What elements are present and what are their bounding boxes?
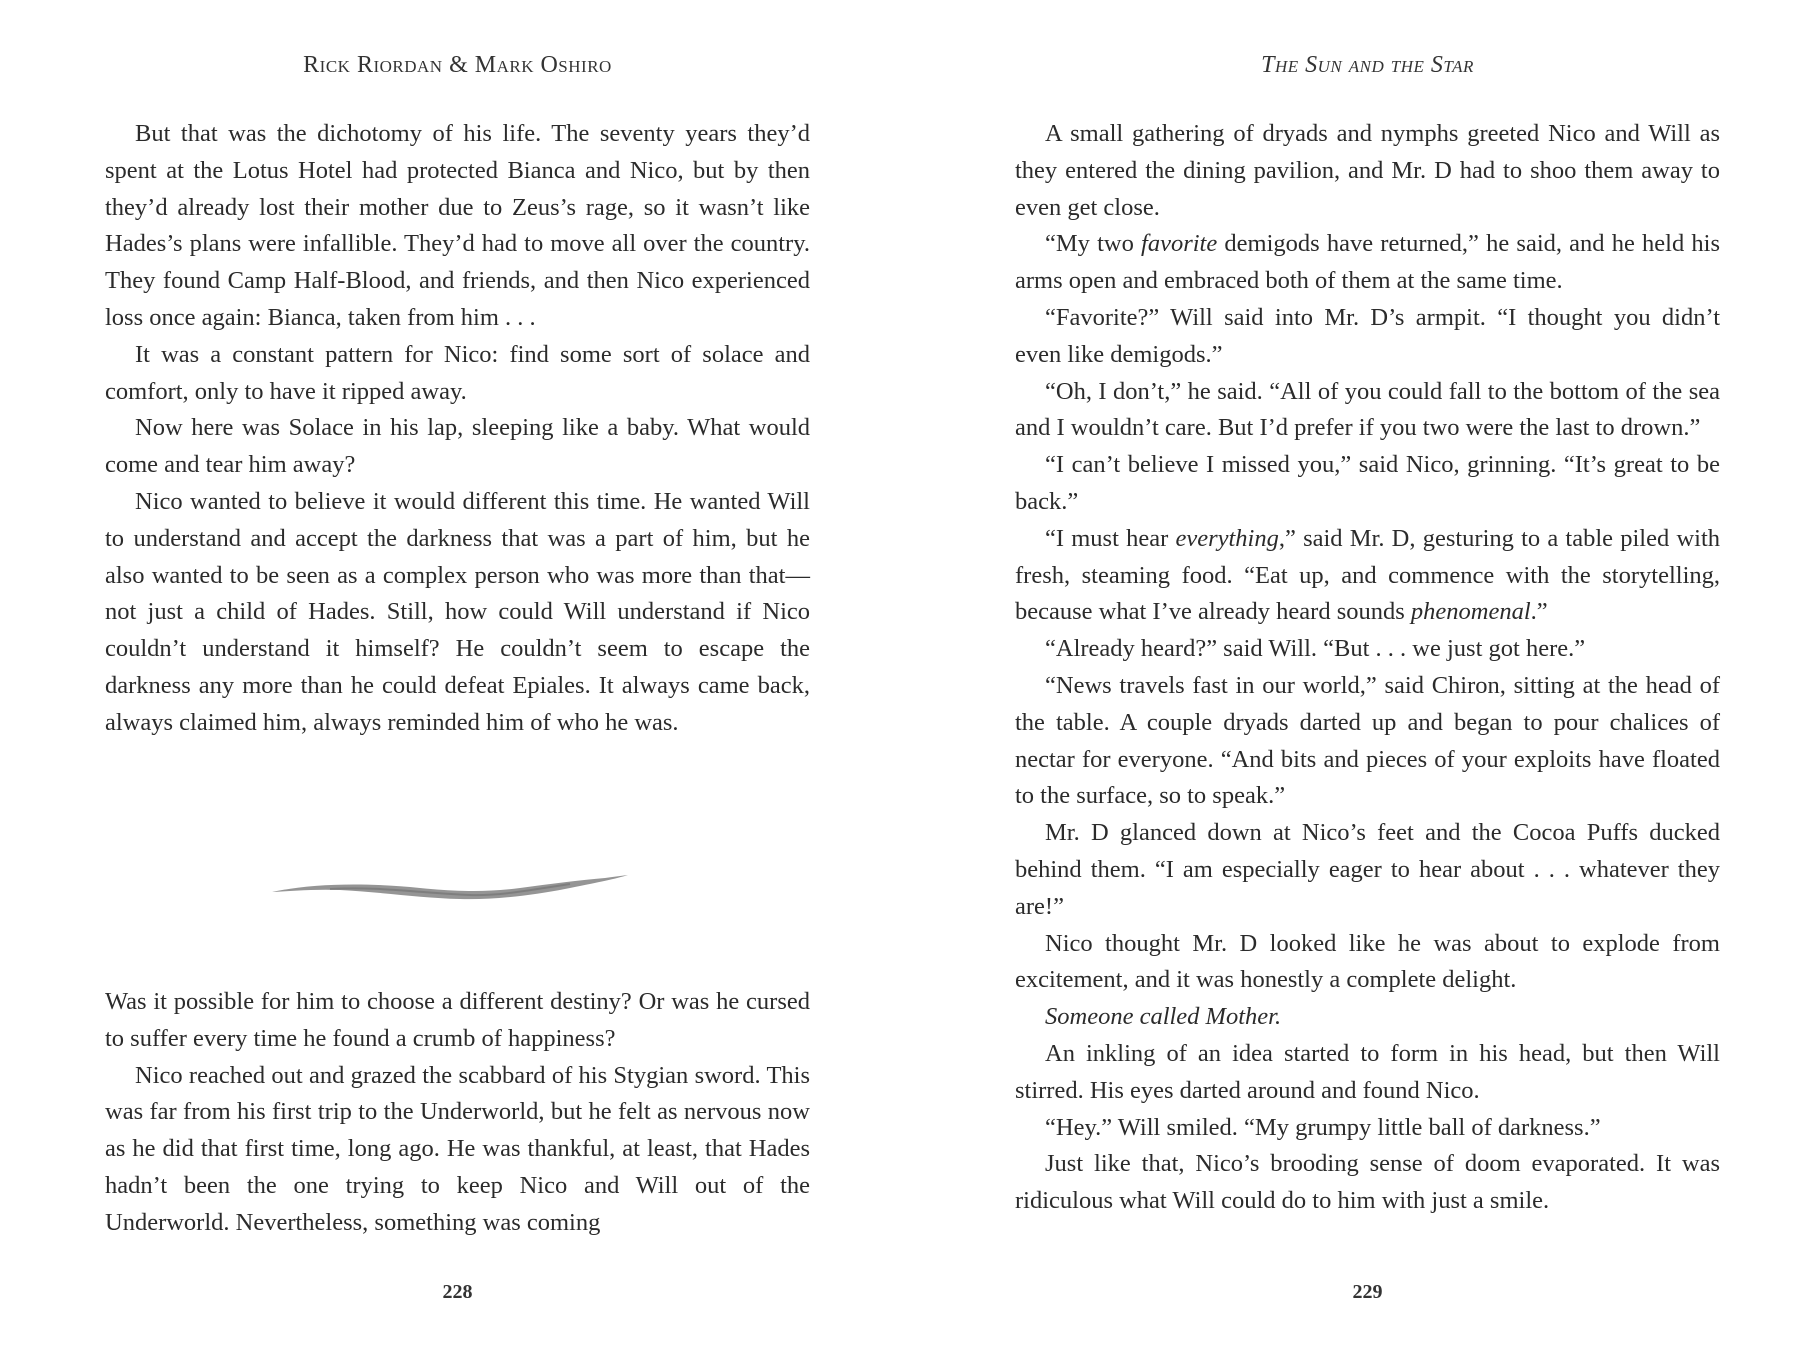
paragraph: Now here was Solace in his lap, sleeping like a baby. What would come and tear him away? xyxy=(105,414,810,479)
paragraph: “Hey.” Will smiled. “My grumpy little ball of darkness.” xyxy=(1045,1113,1601,1141)
right-running-head: The Sun and the Star xyxy=(1261,52,1474,78)
left-running-head: Rick Riordan & Mark Oshiro xyxy=(303,52,612,78)
brush-stroke-divider-icon xyxy=(270,870,630,910)
paragraph: “I can’t believe I missed you,” said Nico, grinning. “It’s great to be back.” xyxy=(1015,451,1720,515)
left-page xyxy=(105,0,810,1354)
emphasis: favorite xyxy=(1141,230,1218,258)
paragraph: Nico reached out and grazed the scabbard of his Stygian sword. This was far from his first trip to the Underworld, but he felt as nervous now as he did that first time, long ago. He was thankful, at least, that Hades hadn’t been the one trying to keep Nico and Will out of the Underworld. Nevertheless, something was coming xyxy=(105,1061,810,1236)
paragraph: An inkling of an idea started to form in his head, but then Will stirred. His eyes darted around and found Nico. xyxy=(1015,1039,1720,1104)
paragraph: Mr. D glanced down at Nico’s feet and the Cocoa Puffs ducked behind them. “I am especially eager to hear about . . . whatever they are!” xyxy=(1015,819,1720,920)
paragraph: “News travels fast in our world,” said Chiron, sitting at the head of the table. A couple dryads darted up and began to pour chalices of nectar for everyone. “And bits and pieces of your exploits have floated to the surface, so to speak.” xyxy=(1015,671,1720,810)
paragraph: But that was the dichotomy of his life. The seventy years they’d spent at the Lotus Hotel had protected Bianca and Nico, but by then they’d already lost their mother due to Zeus’s rage, so it wasn’t like Hades’s plans were infallible. They’d had to move all over the country. They found Camp Half-Blood, and friends, and then Nico experienced loss once again: Bianca, taken from him . . . xyxy=(105,120,810,331)
paragraph: A small gathering of dryads and nymphs greeted Nico and Will as they entered the dining pavilion, and Mr. D had to shoo them away to even get close. xyxy=(1015,120,1720,221)
right-page xyxy=(1015,0,1720,1354)
paragraph-italic: Someone called Mother. xyxy=(1045,1003,1282,1031)
paragraph: Just like that, Nico’s brooding sense of doom evaporated. It was ridiculous what Will could do to him with just a smile. xyxy=(1015,1150,1720,1215)
paragraph: Nico thought Mr. D looked like he was about to explode from excitement, and it was honestly a complete delight. xyxy=(1015,929,1720,994)
paragraph: Nico wanted to believe it would different this time. He wanted Will to understand and accept the darkness that was a part of him, but he also wanted to be seen as a complex person who was more than that—not just a child of Hades. Still, how could Will understand if Nico couldn’t understand it himself? He couldn’t seem to escape the darkness any more than he could defeat Epiales. It always came back, always claimed him, always reminded him of who he was. xyxy=(105,487,810,736)
right-page-number: 229 xyxy=(1352,1281,1383,1303)
emphasis: phenomenal xyxy=(1410,598,1531,626)
emphasis: everything xyxy=(1175,524,1279,552)
paragraph: “Oh, I don’t,” he said. “All of you could fall to the bottom of the sea and I wouldn’t care. But I’d prefer if you two were the last to drown.” xyxy=(1015,377,1720,442)
paragraph: “My two favorite demigods have returned,” he said, and he held his arms open and embraced both of them at the same time. xyxy=(1015,230,1720,295)
paragraph: Was it possible for him to choose a different destiny? Or was he cursed to suffer every time he found a crumb of happiness? xyxy=(105,988,810,1052)
left-body-text-after-break xyxy=(105,984,810,1242)
right-body-text xyxy=(1015,116,1720,1220)
left-body-text xyxy=(105,116,810,742)
paragraph: It was a constant pattern for Nico: find some sort of solace and comfort, only to have it ripped away. xyxy=(105,340,810,405)
left-page-number: 228 xyxy=(442,1281,473,1303)
paragraph: “Favorite?” Will said into Mr. D’s armpit. “I thought you didn’t even like demigods.” xyxy=(1015,303,1720,368)
paragraph: “Already heard?” said Will. “But . . . we just got here.” xyxy=(1045,635,1586,663)
paragraph: “I must hear everything,” said Mr. D, gesturing to a table piled with fresh, steaming food. “Eat up, and commence with the storytelling, because what I’ve already heard sounds phenomenal.” xyxy=(1015,524,1720,626)
